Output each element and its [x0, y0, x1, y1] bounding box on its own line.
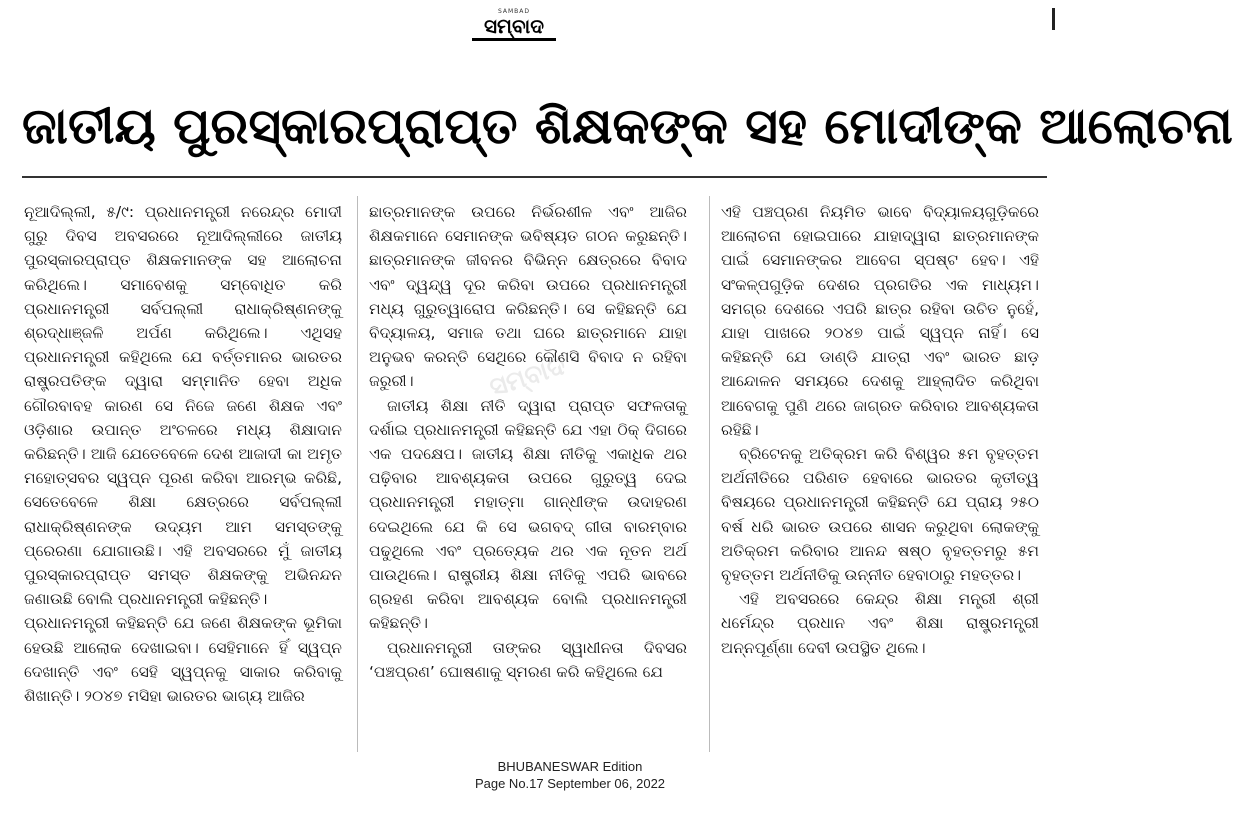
column-1-paragraph-2: ପ୍ରଧାନମନ୍ତ୍ରୀ କହିଛନ୍ତି ଯେ ଜଣେ ଶିକ୍ଷକଙ୍କ ଭୂମିକା ହେଉଛି ଆଲୋକ ଦେଖାଇବା। ସେହିମାନେ ହିଁ ସ୍ୱପ୍ନ ଦେଖାନ୍ତି ଏବଂ ସେହି ସ୍ୱପ୍ନକୁ ସାକାର କରିବାକୁ ଶିଖାନ୍ତି। ୨୦୪୭ ମସିହା ଭାରତର ଭାଗ୍ୟ ଆଜିର [24, 614, 342, 706]
masthead-title: ସମ୍ବାଦ [484, 14, 544, 38]
article-column-3 [721, 200, 1039, 748]
headline-divider [22, 176, 1047, 178]
column-3-paragraph-3: ଏହି ଅବସରରେ କେନ୍ଦ୍ର ଶିକ୍ଷା ମନ୍ତ୍ରୀ ଶ୍ରୀ ଧର୍ମେନ୍ଦ୍ର ପ୍ରଧାନ ଏବଂ ଶିକ୍ଷା ରାଷ୍ଟ୍ରମନ୍ତ୍ରୀ ଅନ୍ନପୂର୍ଣ୍ଣା ଦେବୀ ଉପସ୍ଥିତ ଥିଲେ। [721, 590, 1039, 657]
masthead-mini-text: SAMBAD [497, 8, 531, 15]
column-2-paragraph-2: ଜାତୀୟ ଶିକ୍ଷା ନୀତି ଦ୍ୱାରା ପ୍ରାପ୍ତ ସଫଳତାକୁ ଦର୍ଶାଇ ପ୍ରଧାନମନ୍ତ୍ରୀ କହିଛନ୍ତି ଯେ ଏହା ଠିକ୍ ଦିଗରେ ଏକ ପଦକ୍ଷେପ। ଜାତୀୟ ଶିକ୍ଷା ନୀତିକୁ ଏକାଧିକ ଥର ପଢ଼ିବାର ଆବଶ୍ୟକତା ଉପରେ ଗୁରୁତ୍ୱ ଦେଇ ପ୍ରଧାନମନ୍ତ୍ରୀ ମହାତ୍ମା ଗାନ୍ଧୀଙ୍କ ଉଦାହରଣ ଦେଇଥିଲେ ଯେ କି ସେ ଭଗବଦ୍ ଗୀତା ବାରମ୍ବାର ପଢୁଥିଲେ ଏବଂ ପ୍ରତ୍ୟେକ ଥର ଏକ ନୂତନ ଅର୍ଥ ପାଉଥିଲେ। ରାଷ୍ଟ୍ରୀୟ ଶିକ୍ଷା ନୀତିକୁ ଏପରି ଭାବରେ ଗ୍ରହଣ କରିବା ଆବଶ୍ୟକ ବୋଲି ପ୍ରଧାନମନ୍ତ୍ରୀ କହିଛନ୍ତି। [369, 396, 687, 633]
column-3-paragraph-2: ବ୍ରିଟେନକୁ ଅତିକ୍ରମ କରି ବିଶ୍ୱର ୫ମ ବୃହତ୍ତମ ଅର୍ଥନୀତିରେ ପରିଣତ ହେବାରେ ଭାରତର କୃତୀତ୍ୱ ବିଷୟରେ ପ୍ରଧାନମନ୍ତ୍ରୀ କହିଛନ୍ତି ଯେ ପ୍ରାୟ ୨୫୦ ବର୍ଷ ଧରି ଭାରତ ଉପରେ ଶାସନ କରୁଥିବା ଲୋକଙ୍କୁ ଅତିକ୍ରମ କରିବାର ଆନନ୍ଦ ଷଷ୍ଠ ବୃହତ୍ତମରୁ ୫ମ ବୃହତ୍ତମ ଅର୍ଥନୀତିକୁ ଉନ୍ନୀତ ହେବାଠାରୁ ମହତ୍ତର। [721, 445, 1039, 585]
column-divider-1 [357, 196, 358, 752]
edition-footer [430, 758, 710, 792]
column-2-paragraph-1: ଛାତ୍ରମାନଙ୍କ ଉପରେ ନିର୍ଭରଶୀଳ ଏବଂ ଆଜିର ଶିକ୍ଷକମାନେ ସେମାନଙ୍କ ଭବିଷ୍ୟତ ଗଠନ କରୁଛନ୍ତି। ଛାତ୍ରମାନଙ୍କ ଜୀବନର ବିଭିନ୍ନ କ୍ଷେତ୍ରରେ ବିବାଦ ଏବଂ ଦ୍ୱନ୍ଦ୍ୱ ଦୂର କରିବା ଉପରେ ପ୍ରଧାନମନ୍ତ୍ରୀ ମଧ୍ୟ ଗୁରୁତ୍ୱାରୋପ କରିଛନ୍ତି। ସେ କହିଛନ୍ତି ଯେ ବିଦ୍ୟାଳୟ, ସମାଜ ତଥା ଘରେ ଛାତ୍ରମାନେ ଯାହା ଅନୁଭବ କରନ୍ତି ସେଥିରେ କୌଣସି ବିବାଦ ନ ରହିବା ଜରୁରୀ। [369, 203, 687, 391]
column-3-paragraph-1: ଏହି ପଞ୍ଚପ୍ରଣ ନିୟମିତ ଭାବେ ବିଦ୍ୟାଳୟଗୁଡ଼ିକରେ ଆଲୋଚନା ହୋଇପାରେ ଯାହାଦ୍ୱାରା ଛାତ୍ରମାନଙ୍କ ପାଇଁ ସେମାନଙ୍କର ଆବେଗ ସ୍ପଷ୍ଟ ହେବ। ଏହି ସଂକଳ୍ପଗୁଡ଼ିକ ଦେଶର ପ୍ରଗତିର ଏକ ମାଧ୍ୟମ। ସମଗ୍ର ଦେଶରେ ଏପରି ଛାତ୍ର ରହିବା ଉଚିତ ନୁହେଁ, ଯାହା ପାଖରେ ୨୦୪୭ ପାଇଁ ସ୍ୱପ୍ନ ନାହିଁ। ସେ କହିଛନ୍ତି ଯେ ଡାଣ୍ଡି ଯାତ୍ରା ଏବଂ ଭାରତ ଛାଡ଼ ଆନ୍ଦୋଳନ ସମୟରେ ଦେଶକୁ ଆହ୍ଲାଦିତ କରିଥିବା ଆବେଗକୁ ପୁଣି ଥରେ ଜାଗ୍ରତ କରିବାର ଆବଶ୍ୟକତା ରହିଛି। [721, 203, 1039, 439]
column-1-paragraph-1: ନୂଆଦିଲ୍ଲୀ, ୫/୯: ପ୍ରଧାନମନ୍ତ୍ରୀ ନରେନ୍ଦ୍ର ମୋଦୀ ଗୁରୁ ଦିବସ ଅବସରରେ ନୂଆଦିଲ୍ଲୀରେ ଜାତୀୟ ପୁରସ୍କାରପ୍ରାପ୍ତ ଶିକ୍ଷକମାନଙ୍କ ସହ ଆଲୋଚନା କରିଥିଲେ। ସମାବେଶକୁ ସମ୍ବୋଧିତ କରି ପ୍ରଧାନମନ୍ତ୍ରୀ ସର୍ବପଲ୍ଲୀ ରାଧାକ୍ରିଷ୍ଣନଙ୍କୁ ଶ୍ରଦ୍ଧାଞ୍ଜଳି ଅର୍ପଣ କରିଥିଲେ। ଏଥିସହ ପ୍ରଧାନମନ୍ତ୍ରୀ କହିଥିଲେ ଯେ ବର୍ତ୍ତମାନର ଭାରତର ରାଷ୍ଟ୍ରପତିଙ୍କ ଦ୍ୱାରା ସମ୍ମାନିତ ହେବା ଅଧିକ ଗୌରବାବହ କାରଣ ସେ ନିଜେ ଜଣେ ଶିକ୍ଷକ ଏବଂ ଓଡ଼ିଶାର ଉପାନ୍ତ ଅଂଚଳରେ ମଧ୍ୟ ଶିକ୍ଷାଦାନ କରିଛନ୍ତି। ଆଜି ଯେତେବେଳେ ଦେଶ ଆଜାଦୀ କା ଅମୃତ ମହୋତ୍ସବର ସ୍ୱପ୍ନ ପୂରଣ କରିବା ଆରମ୍ଭ କରିଛି, ସେତେବେଳେ ଶିକ୍ଷା କ୍ଷେତ୍ରରେ ସର୍ବପଲ୍ଲୀ ରାଧାକ୍ରିଷ୍ଣନଙ୍କ ଉଦ୍ୟମ ଆମ ସମସ୍ତଙ୍କୁ ପ୍ରେରଣା ଯୋଗାଉଛି। ଏହି ଅବସରରେ ମୁଁ ଜାତୀୟ ପୁରସ୍କାରପ୍ରାପ୍ତ ସମସ୍ତ ଶିକ୍ଷକଙ୍କୁ ଅଭିନନ୍ଦନ ଜଣାଉଛି ବୋଲି ପ୍ରଧାନମନ୍ତ୍ରୀ କହିଛନ୍ତି। [24, 203, 342, 609]
masthead-logo [472, 8, 556, 38]
masthead-rule [472, 38, 556, 41]
page-date-label: Page No.17 September 06, 2022 [474, 776, 666, 791]
column-divider-2 [709, 196, 710, 752]
newspaper-watermark: ସମ୍ବାଦ [486, 350, 570, 404]
column-2-paragraph-3: ପ୍ରଧାନମନ୍ତ୍ରୀ ତାଙ୍କର ସ୍ୱାଧୀନତା ଦିବସର ‘ପଞ୍ଚପ୍ରଣ’ ଘୋଷଣାକୁ ସ୍ମରଣ କରି କହିଥିଲେ ଯେ [369, 638, 687, 681]
page-corner-mark [1052, 8, 1055, 30]
article-column-1 [24, 200, 342, 748]
edition-label: BHUBANESWAR Edition [497, 759, 643, 774]
article-headline: ଜାତୀୟ ପୁରସ୍କାରପ୍ରାପ୍ତ ଶିକ୍ଷକଙ୍କ ସହ ମୋଦୀଙ୍କ ଆଲୋଚନା [22, 97, 1233, 155]
article-column-2 [369, 200, 687, 748]
